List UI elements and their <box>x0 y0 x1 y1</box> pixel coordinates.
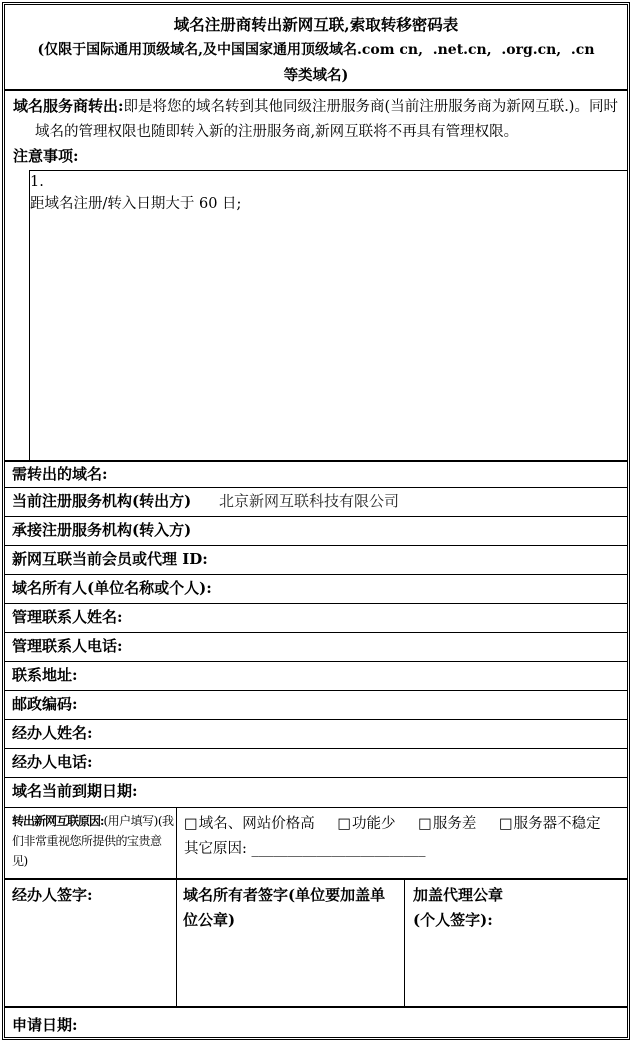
apply-date-label: 申请日期: <box>12 1016 78 1034</box>
form-row-current-registrar <box>5 487 627 516</box>
checkbox-icon: □ <box>418 816 432 832</box>
doc-subtitle-2: 等类域名) <box>283 67 349 84</box>
notes-heading: 注意事项: <box>13 147 79 165</box>
form-row-handler-name <box>5 719 627 748</box>
row-value: 北京新网互联科技有限公司 <box>219 492 400 510</box>
other-reason-label: 其它原因: <box>184 841 247 857</box>
form-row-domain-to-transfer <box>5 460 627 487</box>
row-label: 域名所有人(单位名称或个人): <box>12 579 212 597</box>
row-label: 经办人姓名: <box>12 724 93 742</box>
form-row-contact-address <box>5 661 627 690</box>
row-label: 新网互联当前会员或代理 ID: <box>12 550 208 568</box>
doc-subtitle: (仅限于国际通用顶级域名,及中国国家通用顶级域名.com cn, .net.cn, .org.cn, .cn <box>37 42 595 58</box>
other-reason-blank: ________________________ <box>251 841 426 857</box>
reason-label: 转出新网互联原因: <box>12 814 104 828</box>
option-label: 服务器不稳定 <box>513 816 601 832</box>
row-label: 当前注册服务机构(转出方) <box>12 492 192 510</box>
row-label: 管理联系人电话: <box>12 637 123 655</box>
row-label: 管理联系人姓名: <box>12 608 123 626</box>
row-label: 域名当前到期日期: <box>12 782 138 800</box>
checkbox-option <box>418 816 476 832</box>
intro-label: 域名服务商转出: <box>13 97 124 115</box>
form-row-receiving-registrar <box>5 516 627 545</box>
reason-feedback-note: (我们非常重视您所提供的宝贵意见) <box>12 814 174 868</box>
apply-date-row <box>5 1006 627 1037</box>
intro-text: 即是将您的域名转到其他同级注册服务商(当前注册服务商为新网互联.)。同时域名的管理权限也随即转入新的注册服务商,新网互联将不再具有管理权限。 <box>35 99 618 140</box>
other-reason-line <box>184 837 625 862</box>
row-label: 联系地址: <box>12 666 78 684</box>
row-label: 经办人电话: <box>12 753 93 771</box>
form-row-member-id <box>5 545 627 574</box>
agent-personal-signature-label: (个人签字): <box>413 911 493 929</box>
row-label: 邮政编码: <box>12 695 78 713</box>
owner-signature-cell <box>177 880 405 1006</box>
form-table <box>4 4 628 1038</box>
handler-signature-label: 经办人签字: <box>12 886 93 904</box>
form-row-handler-phone <box>5 748 627 777</box>
row-label: 需转出的域名: <box>12 465 108 483</box>
checkbox-icon: □ <box>184 816 198 832</box>
notes-cell <box>5 89 627 460</box>
option-label: 功能少 <box>352 816 396 832</box>
checkbox-icon: □ <box>337 816 352 832</box>
transfer-reason-row <box>5 807 627 878</box>
form-row-admin-contact-phone <box>5 632 627 661</box>
checkbox-option <box>184 816 315 832</box>
checkbox-icon: □ <box>498 816 513 832</box>
option-label: 域名、网站价格高 <box>198 816 315 832</box>
agent-seal-label: 加盖代理公章 <box>413 886 504 904</box>
form-row-domain-owner <box>5 574 627 603</box>
signature-row <box>5 878 627 1006</box>
row-label: 承接注册服务机构(转入方) <box>12 521 192 539</box>
handler-signature-cell <box>5 880 177 1006</box>
note-item <box>29 170 627 460</box>
form-outer-border <box>2 2 630 1040</box>
checkbox-option <box>337 816 395 832</box>
checkbox-option <box>499 816 601 832</box>
form-row-postal-code <box>5 690 627 719</box>
form-row-expiry-date <box>5 777 627 807</box>
agent-seal-cell <box>405 880 627 1006</box>
title-cell <box>5 5 627 89</box>
note-text: 距域名注册/转入日期大于 60 日; <box>30 196 242 212</box>
intro-paragraph <box>13 94 619 145</box>
option-label: 服务差 <box>432 816 477 832</box>
doc-title: 域名注册商转出新网互联,索取转移密码表 <box>173 15 459 34</box>
reason-options-cell <box>177 808 627 878</box>
form-row-admin-contact-name <box>5 603 627 632</box>
owner-signature-label: 域名所有者签字(单位要加盖单位公章) <box>183 886 386 929</box>
reason-fill-note: (用户填写) <box>103 814 158 828</box>
reason-label-cell <box>5 808 177 878</box>
note-number: 1. <box>30 174 44 190</box>
reason-options-line <box>184 812 625 837</box>
